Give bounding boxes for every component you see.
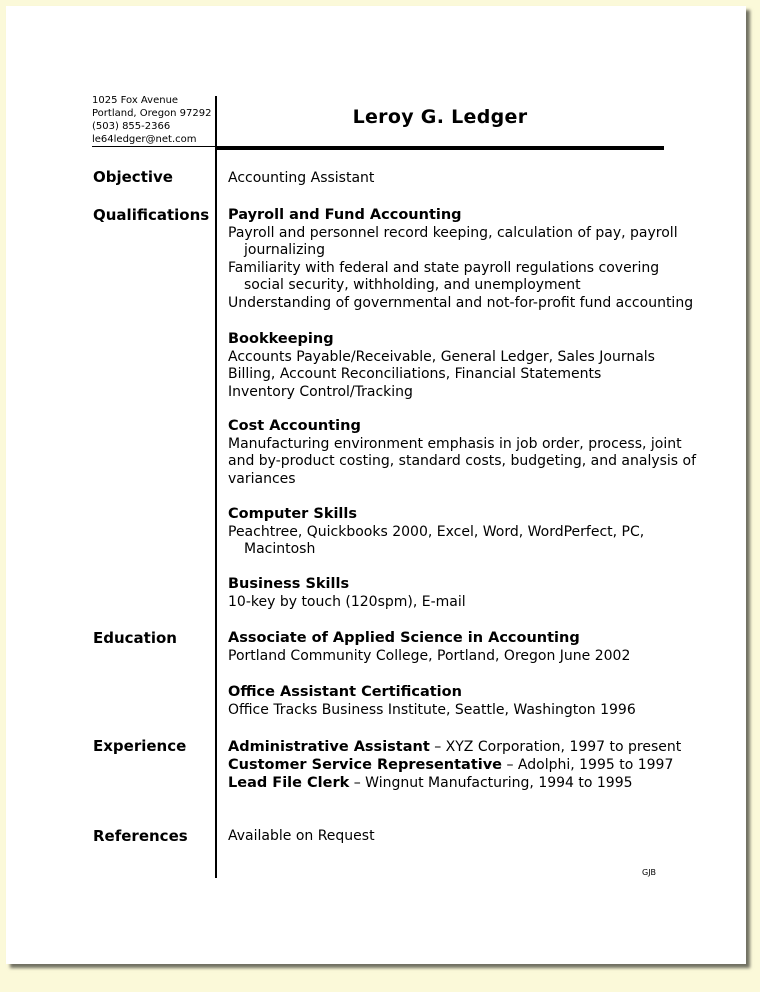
qualification-line: Inventory Control/Tracking xyxy=(228,383,413,400)
references-text: Available on Request xyxy=(228,828,375,844)
experience-detail: – Wingnut Manufacturing, 1994 to 1995 xyxy=(349,775,633,791)
contact-address: 1025 Fox Avenue xyxy=(92,95,179,106)
qualification-line: Understanding of governmental and not-for-profit fund accounting xyxy=(228,294,694,311)
section-education: Education xyxy=(93,629,177,647)
contact-phone: (503) 855-2366 xyxy=(92,121,171,132)
qualification-line: Familiarity with federal and state payroll regulations covering xyxy=(228,259,660,276)
header-thin-rule xyxy=(92,146,215,147)
qualification-title: Computer Skills xyxy=(228,506,358,522)
qualification-title: Payroll and Fund Accounting xyxy=(228,207,462,223)
experience-role: Lead File Clerk xyxy=(228,775,350,791)
contact-email: le64ledger@net.com xyxy=(92,134,197,145)
education-title: Office Assistant Certification xyxy=(228,684,462,700)
education-title: Associate of Applied Science in Accounting xyxy=(228,630,580,646)
qualification-group-computer-skills xyxy=(228,506,644,559)
section-references: References xyxy=(93,827,188,845)
contact-city: Portland, Oregon 97292 xyxy=(92,108,212,119)
experience-role: Administrative Assistant xyxy=(228,739,430,755)
experience-role: Customer Service Representative xyxy=(228,757,503,773)
qualification-title: Business Skills xyxy=(228,576,350,592)
qualification-line: Billing, Account Reconciliations, Financial Statements xyxy=(228,366,602,382)
education-item xyxy=(228,630,630,665)
experience-detail: – Adolphi, 1995 to 1997 xyxy=(502,757,674,773)
resume-page xyxy=(6,6,746,964)
resume-name: Leroy G. Ledger xyxy=(352,106,528,128)
qualification-group-business-skills xyxy=(228,576,466,611)
qualification-line: social security, withholding, and unemployment xyxy=(244,277,581,293)
qualification-group-payroll xyxy=(228,207,693,312)
qualification-title: Bookkeeping xyxy=(228,331,334,347)
qualification-group-bookkeeping xyxy=(228,331,655,401)
qualification-line: Payroll and personnel record keeping, calculation of pay, payroll xyxy=(228,224,678,241)
section-objective: Objective xyxy=(93,168,173,186)
vertical-divider xyxy=(215,96,217,878)
objective-text: Accounting Assistant xyxy=(228,170,375,186)
experience-item xyxy=(228,774,681,792)
education-detail: Portland Community College, Portland, Oregon June 2002 xyxy=(228,647,631,664)
experience-item xyxy=(228,738,681,756)
experience-list xyxy=(228,738,681,792)
qualification-line: Peachtree, Quickbooks 2000, Excel, Word, WordPerfect, PC, xyxy=(228,523,645,540)
experience-item xyxy=(228,756,681,774)
education-item xyxy=(228,684,636,719)
education-detail: Office Tracks Business Institute, Seattle, Washington 1996 xyxy=(228,701,636,718)
section-qualifications: Qualifications xyxy=(93,206,210,224)
qualification-line: journalizing xyxy=(244,242,326,258)
qualification-line: Accounts Payable/Receivable, General Ledger, Sales Journals xyxy=(228,348,655,365)
qualification-line: Macintosh xyxy=(244,541,316,557)
experience-detail: – XYZ Corporation, 1997 to present xyxy=(429,739,682,755)
author-initials: GJB xyxy=(642,868,657,877)
qualification-group-cost-accounting xyxy=(228,418,696,488)
qualification-line: Manufacturing environment emphasis in job order, process, joint xyxy=(228,435,682,452)
qualification-title: Cost Accounting xyxy=(228,418,361,434)
section-experience: Experience xyxy=(93,737,187,755)
qualification-line: variances xyxy=(228,470,296,487)
header-thick-rule xyxy=(215,146,664,150)
qualification-line: and by-product costing, standard costs, budgeting, and analysis of xyxy=(228,453,697,469)
qualification-line: 10-key by touch (120spm), E-mail xyxy=(228,593,466,610)
